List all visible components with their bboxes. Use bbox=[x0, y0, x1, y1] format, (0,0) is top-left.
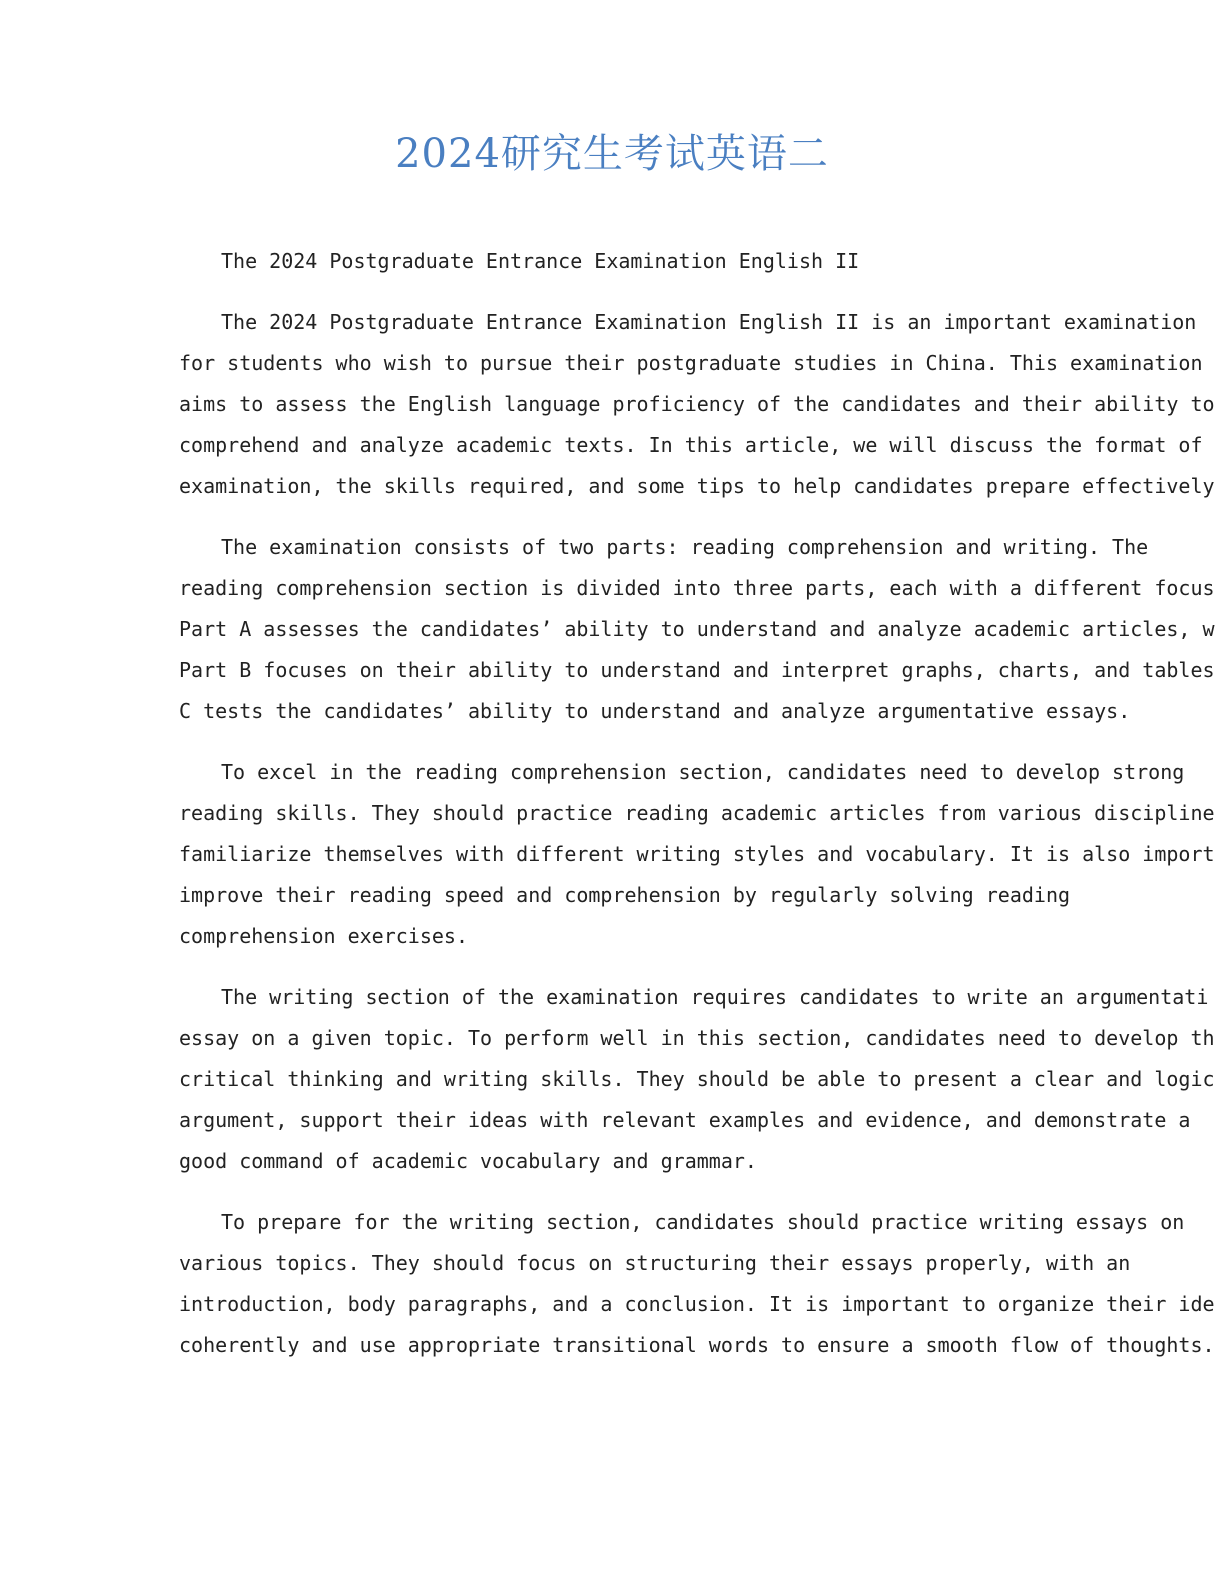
paragraph-heading bbox=[179, 241, 1224, 282]
text-line: C tests the candidates’ ability to understand and analyze argumentative essays. bbox=[179, 699, 1131, 723]
text-line: for students who wish to pursue their postgraduate studies in China. This examination bbox=[179, 351, 1203, 375]
paragraph-intro bbox=[179, 302, 1224, 507]
document-body bbox=[179, 241, 1224, 1386]
text-line: To prepare for the writing section, candidates should practice writing essays on bbox=[221, 1210, 1185, 1234]
text-line: comprehend and analyze academic texts. In this article, we will discuss the format of bbox=[179, 433, 1203, 457]
text-line: To excel in the reading comprehension section, candidates need to develop strong bbox=[221, 760, 1185, 784]
text-line: The 2024 Postgraduate Entrance Examination English II is an important examination bbox=[221, 310, 1197, 334]
text-line: essay on a given topic. To perform well in this section, candidates need to develop th bbox=[179, 1026, 1215, 1050]
text-line: critical thinking and writing skills. They should be able to present a clear and logic bbox=[179, 1067, 1215, 1091]
text-line: comprehension exercises. bbox=[179, 924, 468, 948]
text-line: The 2024 Postgraduate Entrance Examination English II bbox=[221, 249, 860, 273]
text-line: various topics. They should focus on structuring their essays properly, with an bbox=[179, 1251, 1131, 1275]
paragraph-writing-section bbox=[179, 977, 1224, 1182]
text-line: reading comprehension section is divided into three parts, each with a different focus bbox=[179, 576, 1215, 600]
text-line: Part A assesses the candidates’ ability to understand and analyze academic articles, w bbox=[179, 617, 1215, 641]
text-line: The examination consists of two parts: reading comprehension and writing. The bbox=[221, 535, 1149, 559]
text-line: examination, the skills required, and some tips to help candidates prepare effectively bbox=[179, 474, 1215, 498]
text-line: coherently and use appropriate transitional words to ensure a smooth flow of thoughts. bbox=[179, 1333, 1215, 1357]
paragraph-writing-tips bbox=[179, 1202, 1224, 1366]
paragraph-reading-tips bbox=[179, 752, 1224, 957]
text-line: Part B focuses on their ability to understand and interpret graphs, charts, and tables bbox=[179, 658, 1215, 682]
text-line: introduction, body paragraphs, and a conclusion. It is important to organize their ide bbox=[179, 1292, 1215, 1316]
text-line: argument, support their ideas with relevant examples and evidence, and demonstrate a bbox=[179, 1108, 1191, 1132]
document-title: 2024研究生考试英语二 bbox=[395, 131, 829, 177]
text-line: good command of academic vocabulary and grammar. bbox=[179, 1149, 757, 1173]
text-line: The writing section of the examination requires candidates to write an argumentati bbox=[221, 985, 1209, 1009]
text-line: improve their reading speed and comprehension by regularly solving reading bbox=[179, 883, 1071, 907]
paragraph-format bbox=[179, 527, 1224, 732]
text-line: familiarize themselves with different writing styles and vocabulary. It is also import bbox=[179, 842, 1215, 866]
text-line: reading skills. They should practice reading academic articles from various discipline bbox=[179, 801, 1215, 825]
text-line: aims to assess the English language proficiency of the candidates and their ability to bbox=[179, 392, 1215, 416]
